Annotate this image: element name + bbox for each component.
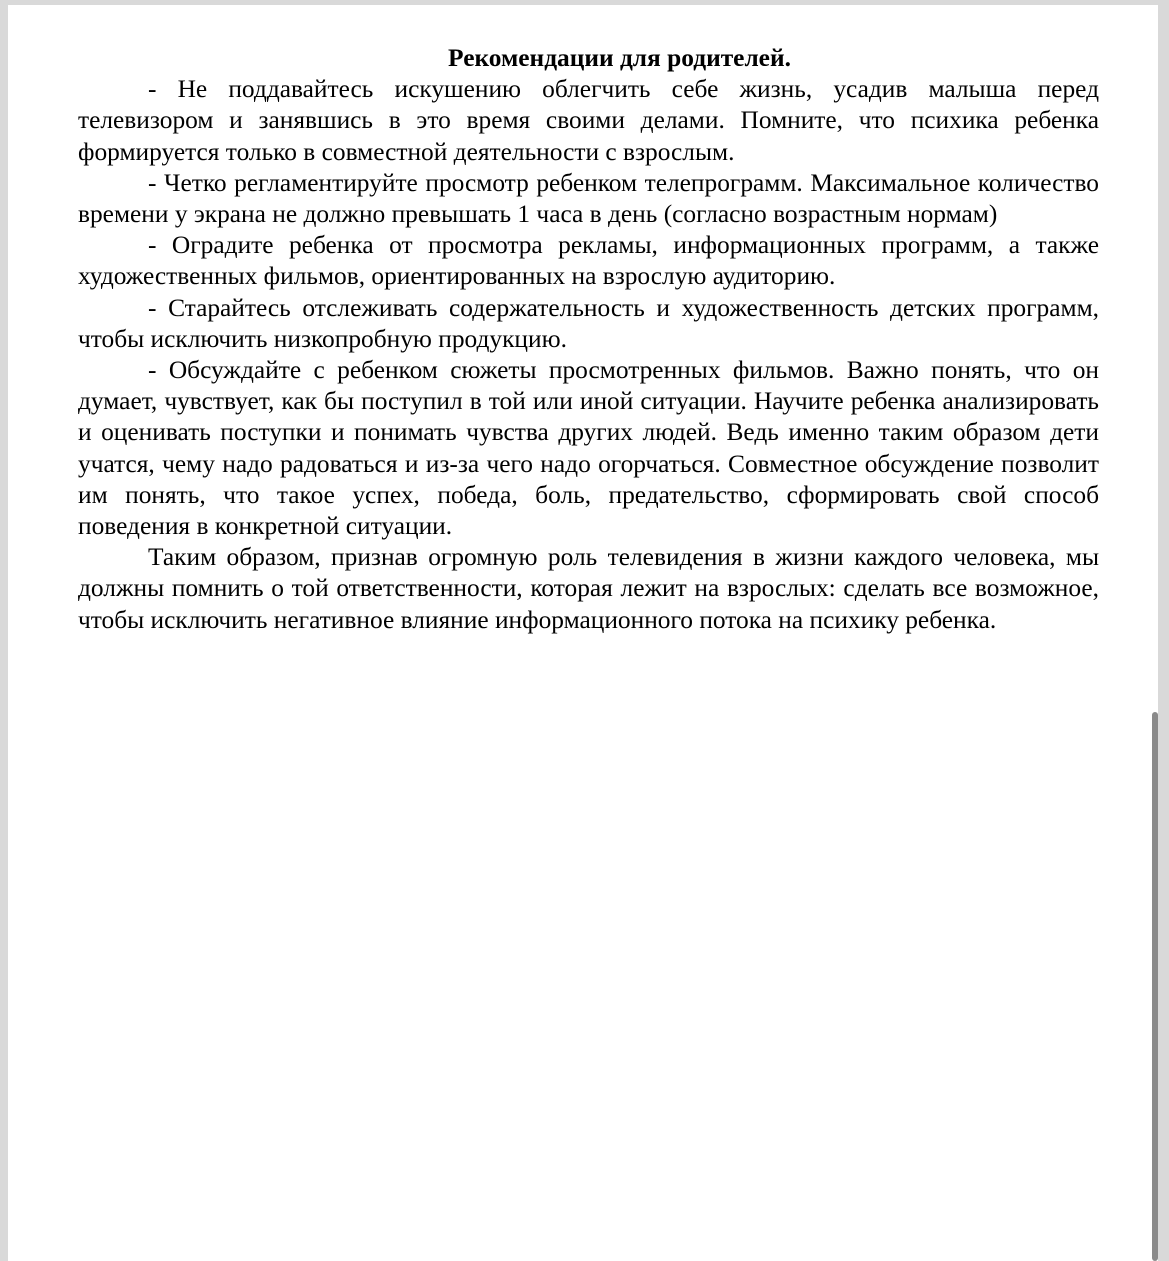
paragraph: - Старайтесь отслеживать содержательность и художественность детских программ, чтобы исключить низкопробную продукцию. (78, 293, 1099, 353)
document-page (8, 5, 1158, 1261)
paragraph: Таким образом, признав огромную роль телевидения в жизни каждого человека, мы должны помнить о той ответственности, которая лежит на взрослых: сделать все возможное, чтобы исключить негативное влияние информационного потока на психику ребенка. (78, 543, 1099, 634)
paragraph: - Четко регламентируйте просмотр ребенком телепрограмм. Максимальное количество времени у экрана не должно превышать 1 часа в день (согласно возрастным нормам) (78, 168, 1099, 229)
paragraph: - Обсуждайте с ребенком сюжеты просмотренных фильмов. Важно понять, что он думает, чувствует, как бы поступил в той или иной ситуации. Научите ребенка анализировать и оценивать поступки и понимать чувства других людей. Ведь именно таким образом дети учатся, чему надо радоваться и из-за чего надо огорчаться. Совместное обсуждение позволит им понять, что такое успех, победа, боль, предательство, сформировать свой способ поведения в конкретной ситуации. (78, 356, 1099, 541)
document-title: Рекомендации для родителей. (448, 44, 791, 72)
paragraph: - Оградите ребенка от просмотра рекламы, информационных программ, а также художественных фильмов, ориентированных на взрослую аудиторию. (78, 231, 1099, 291)
paragraph: - Не поддавайтесь искушению облегчить себе жизнь, усадив малыша перед телевизором и занявшись в это время своими делами. Помните, что психика ребенка формируется только в совместной деятельности с взрослым. (78, 75, 1099, 166)
vertical-scrollbar[interactable] (1152, 712, 1158, 1261)
page-content (78, 43, 1099, 636)
